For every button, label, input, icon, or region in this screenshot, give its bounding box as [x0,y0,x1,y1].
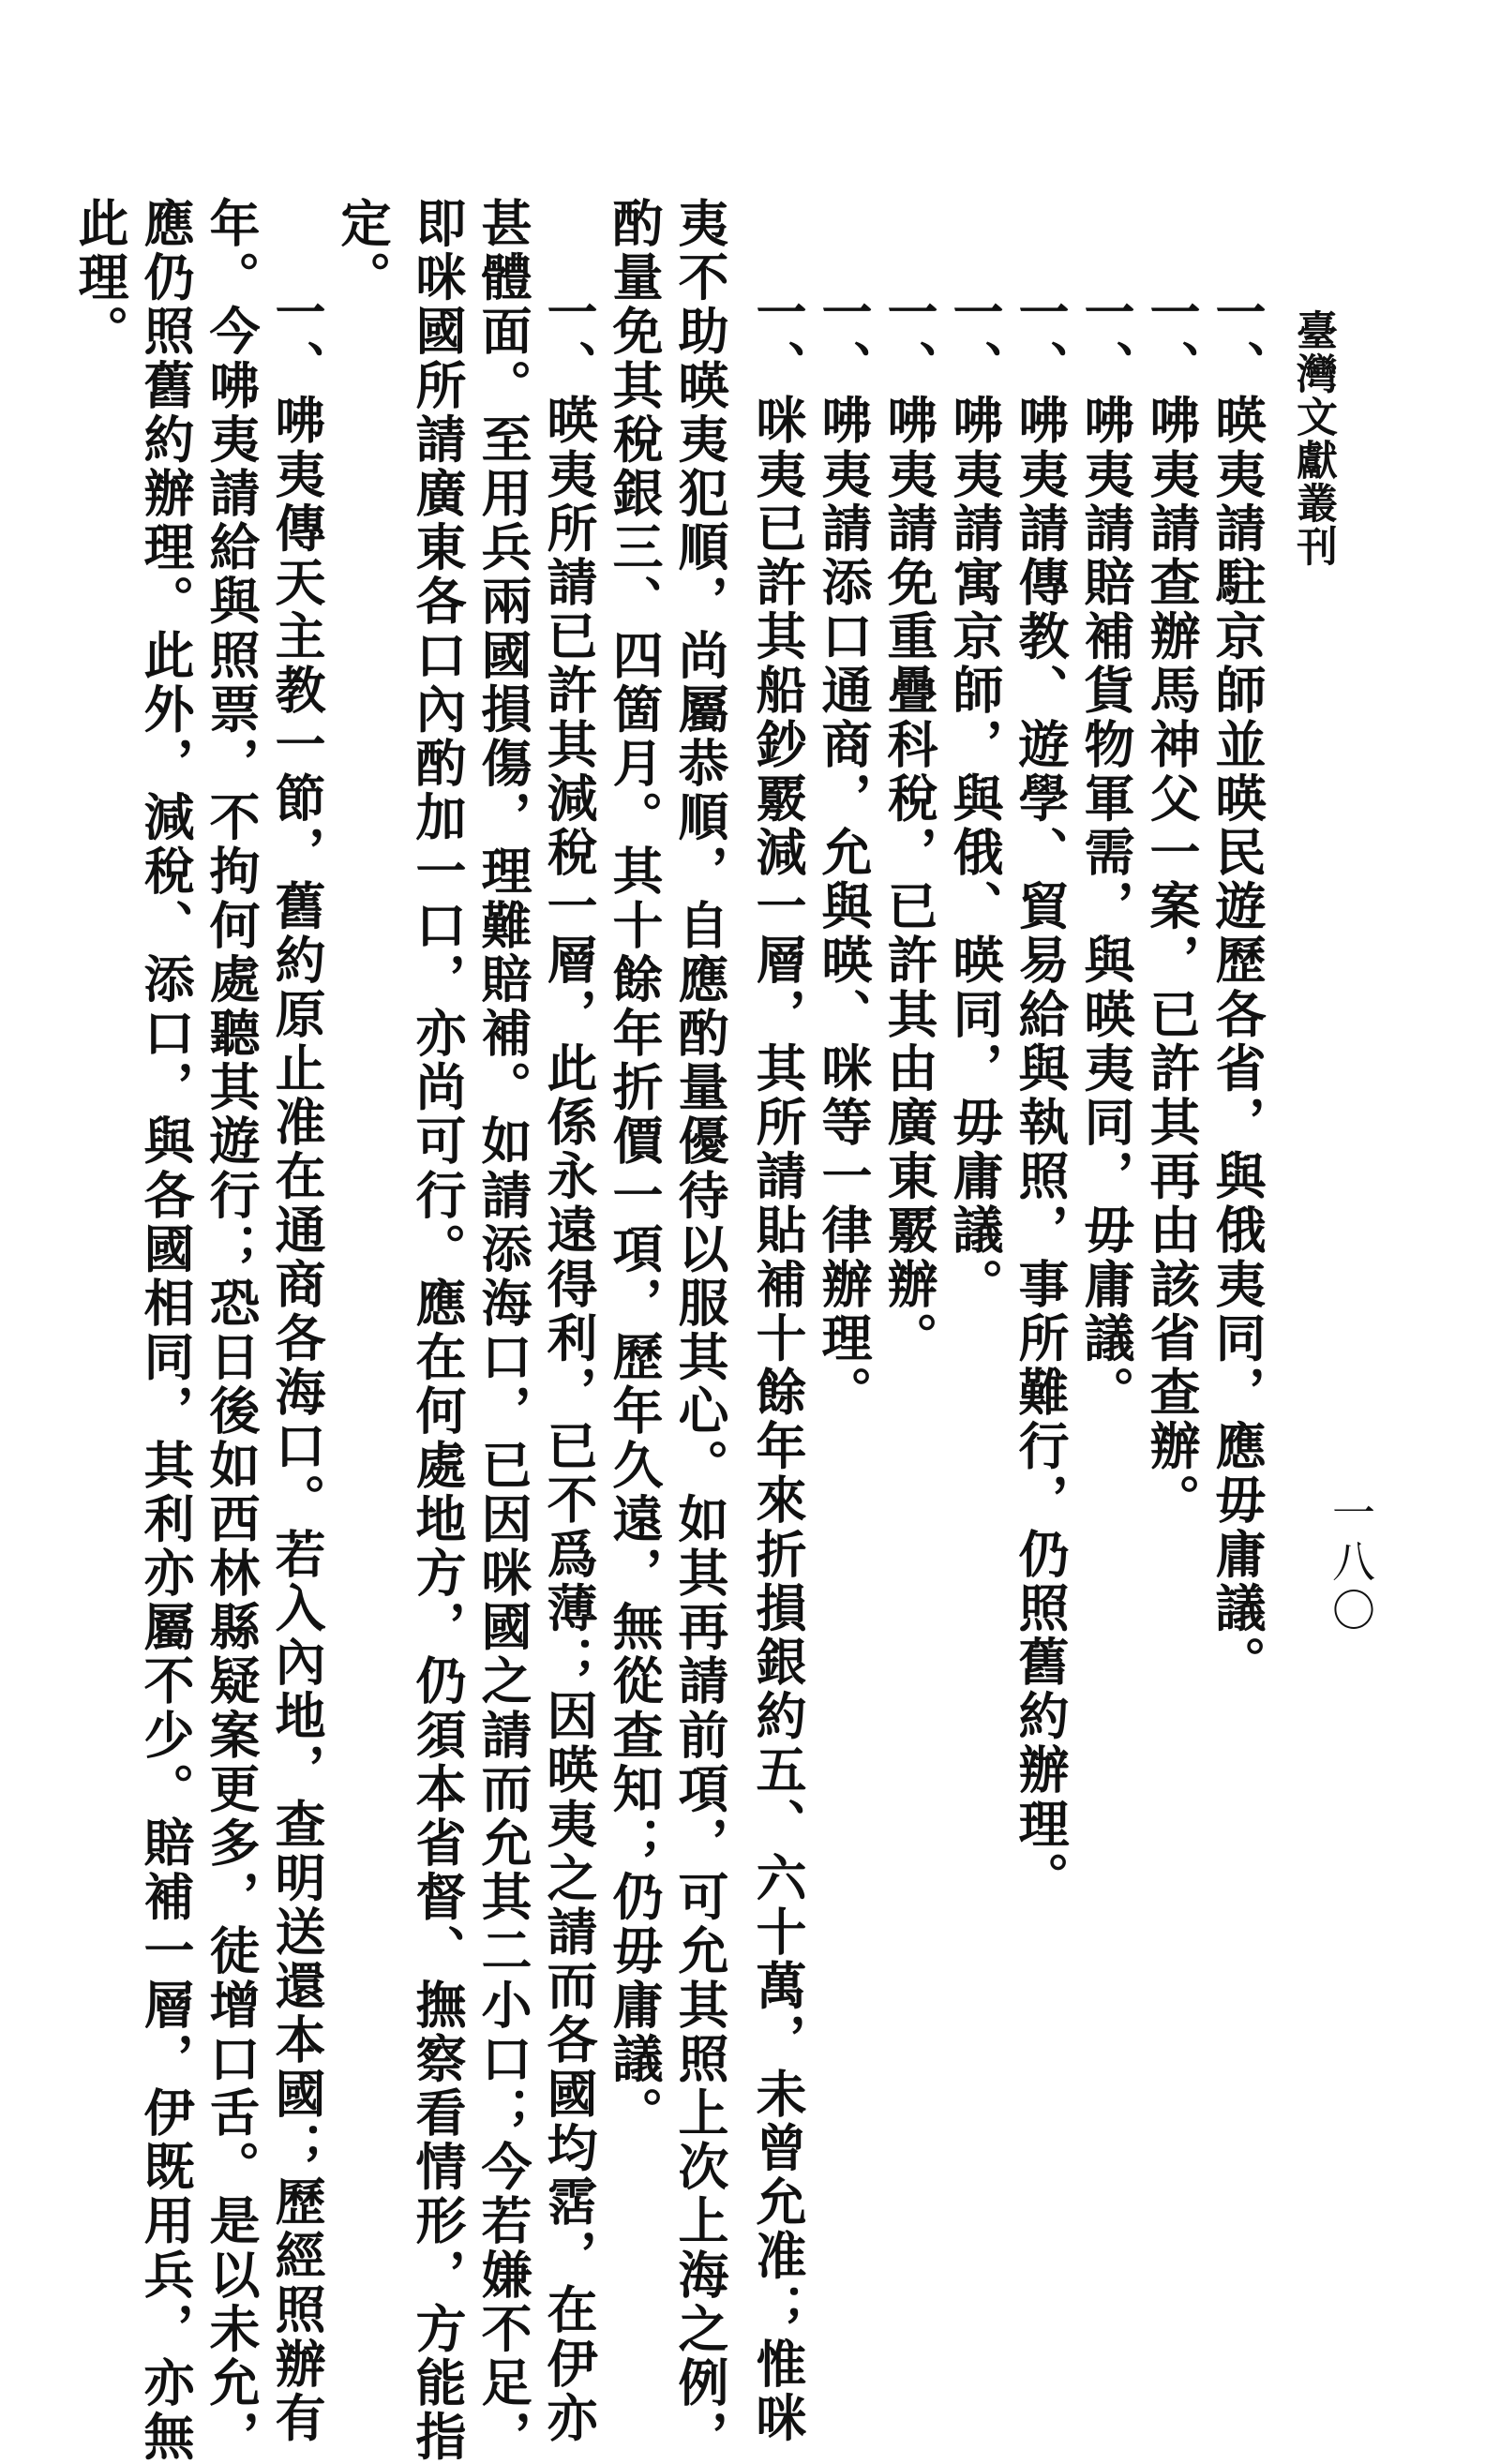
page-number: 一八〇 [1326,1490,1376,1636]
text-line: 一、咈夷傳天主教一節，舊約原止准在通商各海口。若入內地，查明送還本國；歷經照辦有 [267,286,327,2445]
text-line: 一、咈夷請傳教、遊學、貿易給與執照，事所難行，仍照舊約辦理。 [1011,286,1071,1905]
text-line: 一、咈夷請查辦馬神父一案，已許其再由該省查辦。 [1142,286,1202,1528]
text-line: 一、暎夷所請已許其減稅一層，此係永遠得利，已不爲薄；因暎夷之請而各國均霑，在伊亦 [539,286,599,2445]
text-line: 夷不助暎夷犯順，尚屬恭順，自應酌量優待以服其心。如其再請前項，可允其照上次上海之例， [670,197,730,2464]
text-line: 一、咪夷已許其船鈔覈減一層，其所請貼補十餘年來折損銀約五、六十萬，未曾允准；惟咪 [748,286,808,2445]
text-line: 甚體面。至用兵兩國損傷，理難賠補。如請添海口，已因咪國之請而允其二小口；今若嫌不足， [473,197,533,2464]
text-line: 酌量免其稅銀三、四箇月。其十餘年折價一項，歷年久遠，無從查知；仍毋庸議。 [605,197,665,2141]
text-line: 一、咈夷請寓京師，與俄、暎同，毋庸議。 [945,286,1005,1312]
running-header-title: 臺灣文獻叢刊 [1289,309,1337,568]
text-line: 即咪國所請廣東各口內酌加一口，亦尚可行。應在何處地方，仍須本省督、撫察看情形，方能指 [408,197,468,2464]
text-line: 此理。 [70,197,130,359]
text-line: 一、咈夷請添口通商，允與暎、咪等一律辦理。 [814,286,874,1420]
text-line: 一、咈夷請賠補貨物軍需，與暎夷同，毋庸議。 [1076,286,1136,1420]
text-line: 應仍照舊約辦理。此外，減稅、添口，與各國相同，其利亦屬不少。賠補一層，伊既用兵，亦無 [136,197,196,2464]
text-line: 一、咈夷請免重疊科稅，已許其由廣東覈辦。 [879,286,939,1366]
text-line: 年。今咈夷請給與照票，不拘何處聽其遊行；恐日後如西林縣疑案更多，徒增口舌。是以未允， [202,197,262,2464]
text-line: 定。 [333,197,393,306]
text-line: 一、暎夷請駐京師並暎民遊歷各省，與俄夷同，應毋庸議。 [1208,286,1268,1690]
